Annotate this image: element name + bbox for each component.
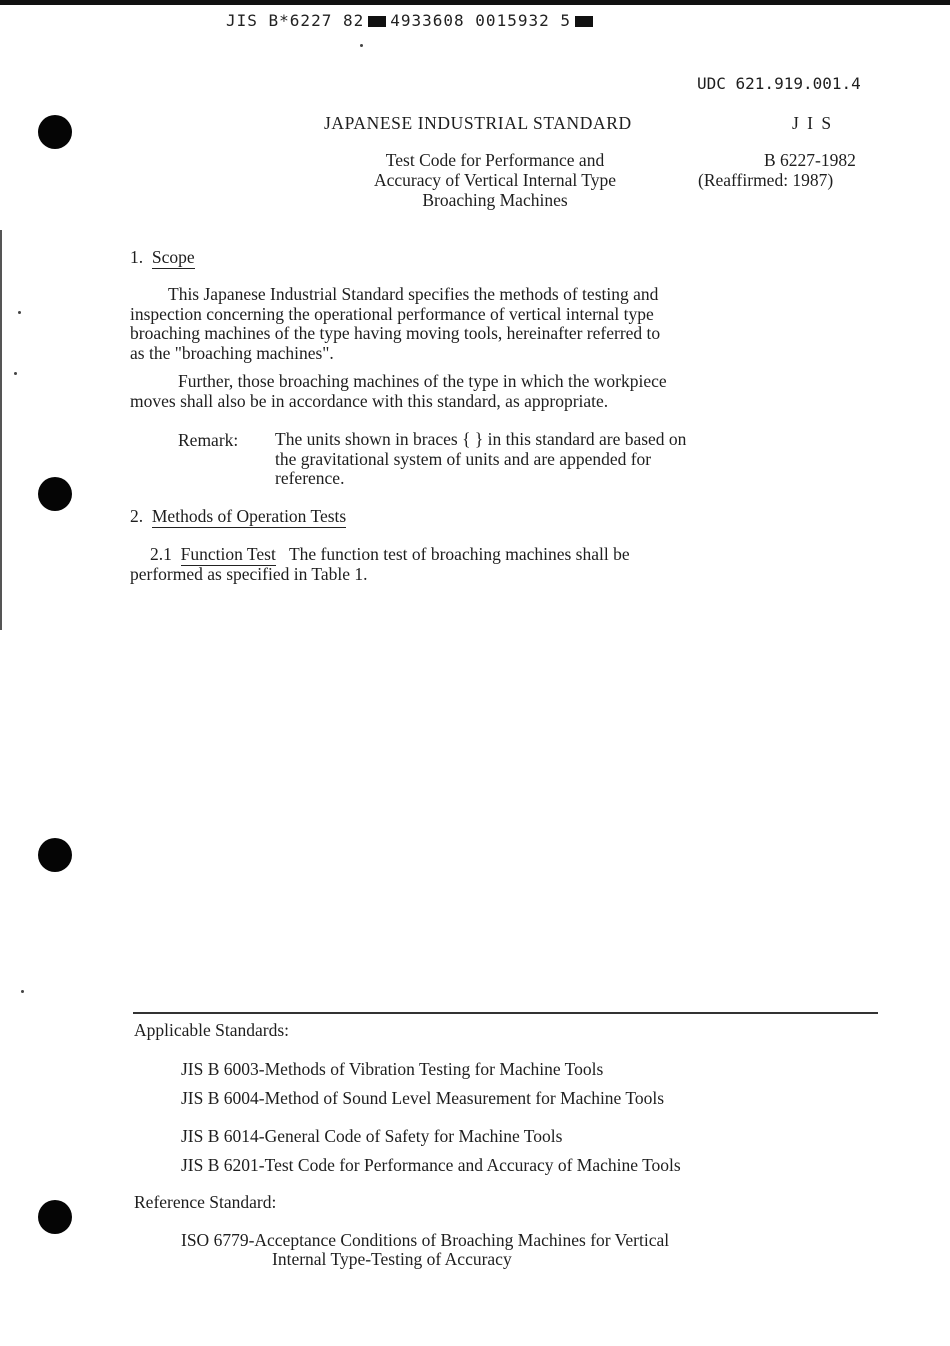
reference-standard-heading: Reference Standard: — [134, 1192, 277, 1212]
title-line: Accuracy of Vertical Internal Type — [373, 170, 617, 190]
punch-hole-icon — [38, 838, 72, 872]
scan-speck — [14, 372, 17, 375]
applicable-standard-item: JIS B 6201-Test Code for Performance and Accuracy of Machine Tools — [181, 1155, 681, 1175]
applicable-standards-heading: Applicable Standards: — [134, 1020, 290, 1040]
scope-paragraph-1 — [130, 285, 660, 363]
jis-mark: J I S — [792, 113, 834, 133]
section-1-heading — [130, 247, 195, 268]
header-code — [226, 11, 597, 30]
text-line: The units shown in braces { } in this standard are based on — [275, 429, 687, 449]
remark-label: Remark: — [178, 430, 239, 450]
applicable-standard-item: JIS B 6014-General Code of Safety for Machine Tools — [181, 1126, 563, 1146]
header-code-left: JIS B*6227 82 — [226, 11, 365, 30]
header-code-middle: 4933608 0015932 5 — [390, 11, 571, 30]
scope-paragraph-2 — [130, 372, 667, 411]
text-line: as the "broaching machines". — [130, 342, 334, 363]
text-line — [130, 545, 630, 565]
section-number: 1. — [130, 247, 144, 267]
text-line: broaching machines of the type having moving tools, hereinafter referred to — [130, 323, 661, 343]
applicable-standard-item: JIS B 6004-Method of Sound Level Measurement for Machine Tools — [181, 1088, 665, 1108]
subsection-title: Function Test — [180, 544, 276, 564]
section-title: Scope — [151, 247, 195, 267]
scan-left-edge — [0, 230, 2, 630]
text-line: Further, those broaching machines of the type in which the workpiece — [178, 371, 667, 391]
punch-hole-icon — [38, 477, 72, 511]
section-2-heading — [130, 506, 346, 527]
redaction-block-icon — [575, 16, 593, 27]
function-test-paragraph — [130, 545, 630, 584]
applicable-standard-item: JIS B 6003-Methods of Vibration Testing for Machine Tools — [181, 1059, 604, 1079]
scan-speck — [18, 311, 21, 314]
punch-hole-icon — [38, 1200, 72, 1234]
footnote-divider — [133, 1012, 878, 1014]
text-line: This Japanese Industrial Standard specifies the methods of testing and — [168, 284, 659, 304]
remark-text — [275, 430, 686, 489]
text-line: moves shall also be in accordance with this standard, as appropriate. — [130, 390, 609, 411]
scan-speck — [21, 990, 24, 993]
reference-standard-line: ISO 6779-Acceptance Conditions of Broaching Machines for Vertical — [181, 1230, 670, 1250]
scan-top-edge — [0, 0, 950, 5]
udc-code: UDC 621.919.001.4 — [697, 74, 861, 93]
document-title — [310, 150, 680, 210]
section-title: Methods of Operation Tests — [151, 506, 347, 526]
text-line: inspection concerning the operational performance of vertical internal type — [130, 303, 654, 324]
subsection-number: 2.1 — [150, 544, 172, 564]
scan-speck — [360, 44, 363, 47]
text-line: the gravitational system of units and are appended for — [275, 448, 652, 469]
reference-standard-line: Internal Type-Testing of Accuracy — [272, 1249, 512, 1269]
section-number: 2. — [130, 506, 144, 526]
organization-title: JAPANESE INDUSTRIAL STANDARD — [324, 113, 632, 133]
subsection-text: The function test of broaching machines shall be — [288, 544, 630, 564]
reaffirmed-date: (Reaffirmed: 1987) — [698, 170, 834, 190]
standard-number: B 6227-1982 — [764, 150, 856, 170]
text-line: reference. — [275, 468, 345, 488]
punch-hole-icon — [38, 115, 72, 149]
title-line: Test Code for Performance and — [385, 150, 605, 170]
redaction-block-icon — [368, 16, 386, 27]
text-line: performed as specified in Table 1. — [130, 563, 368, 584]
title-line: Broaching Machines — [422, 190, 568, 210]
